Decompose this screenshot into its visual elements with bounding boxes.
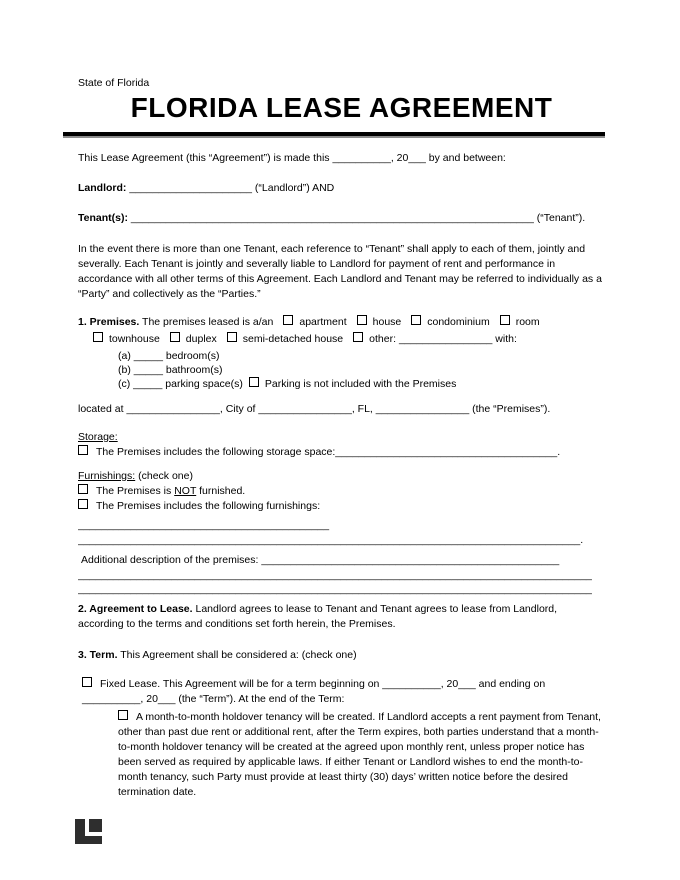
- checkbox-condominium[interactable]: [411, 315, 421, 325]
- not-furnished-prefix: The Premises is: [96, 485, 172, 497]
- option-label-duplex: duplex: [185, 333, 217, 345]
- with-label: with:: [495, 333, 517, 345]
- option-label-apartment: apartment: [299, 316, 347, 328]
- option-label-semi-detached-house: semi-detached house: [242, 333, 344, 345]
- checkbox-townhouse[interactable]: [93, 332, 103, 342]
- fixed-lease-paragraph: [82, 677, 605, 707]
- checkbox-other[interactable]: [353, 332, 363, 342]
- option-label-townhouse: townhouse: [109, 333, 160, 345]
- checkbox-fixed-lease[interactable]: [82, 677, 92, 687]
- holdover-paragraph: [118, 710, 605, 800]
- checkbox-parking-not-included[interactable]: [249, 377, 259, 387]
- furnishings-heading-text: Furnishings:: [78, 470, 136, 482]
- additional-description-line-1: [78, 553, 605, 568]
- landlord-suffix: (“Landlord”) AND: [254, 182, 335, 194]
- located-line: located at ________________, City of ________________, FL, ________________ (the “Premises”).: [78, 403, 551, 415]
- premises-item-a: (a) _____ bedroom(s): [118, 350, 220, 362]
- checkbox-semi-detached-house[interactable]: [227, 332, 237, 342]
- landlord-line: [78, 181, 605, 196]
- option-label-other: other:: [369, 333, 397, 345]
- premises-item-c: [118, 377, 605, 391]
- not-word: NOT: [174, 485, 197, 497]
- storage-space-blank[interactable]: ______________________________________.: [335, 446, 561, 458]
- agreement-to-lease-paragraph: [78, 602, 605, 632]
- multiple-tenants-paragraph: In the event there is more than one Tenant, each reference to “Tenant” shall apply to each of them, jointly and severally. Each Tenant is jointly and severally liable to Landlord for payment of rent and performance in accordance with all other terms of this Agreement. Each Landlord and Tenant may be referred to individually as a “Party” and collectively as the “Parties.”: [78, 243, 602, 300]
- furnishings-blank-line-2[interactable]: ______________________________________________________________________________________.: [78, 534, 584, 546]
- tenant-line: [78, 211, 605, 226]
- checkbox-holdover-tenancy[interactable]: [118, 710, 128, 720]
- checkbox-house[interactable]: [357, 315, 367, 325]
- not-furnished-line: [78, 484, 605, 499]
- premises-other-blank[interactable]: ________________: [398, 333, 493, 345]
- additional-description-blank-3[interactable]: ________________________________________________________________________________________: [78, 583, 592, 595]
- option-label-house: house: [372, 316, 402, 328]
- fixed-lease-text: Fixed Lease. This Agreement will be for a term beginning on __________, 20___ and ending on __________, 20___ (the “Term”). At the end of the Term:: [82, 678, 546, 705]
- premises-options-row2: [93, 332, 605, 347]
- tenant-names-blank[interactable]: _____________________________________________________________________: [130, 212, 534, 224]
- title-divider-rule: [63, 132, 605, 138]
- storage-item-line: [78, 445, 605, 460]
- checkbox-duplex[interactable]: [170, 332, 180, 342]
- term-heading-line: [78, 648, 605, 663]
- holdover-text: A month-to-month holdover tenancy will be created. If Landlord accepts a rent payment from Tenant, other than past due rent or additional rent, after the Term expires, both parties understand that a month-to-month holdover tenancy will be created at the agreed upon monthly rent, unless proper notice has been served as required by applicable laws. If either Tenant or Landlord wishes to end the month-to-month tenancy, such Party must provide at least thirty (30) days’ written notice before the desired termination date.: [118, 711, 601, 798]
- logo-square: [89, 819, 102, 832]
- additional-description-label: Additional description of the premises:: [81, 554, 259, 566]
- checkbox-apartment[interactable]: [283, 315, 293, 325]
- furnishings-blank-line-1[interactable]: ___________________________________________: [78, 519, 330, 531]
- legaltemplates-logo-icon: [75, 819, 102, 844]
- intro-made-line: This Lease Agreement (this “Agreement”) is made this __________, 20___ by and between:: [78, 152, 506, 164]
- landlord-name-blank[interactable]: _____________________: [129, 182, 252, 194]
- landlord-label: Landlord:: [78, 182, 127, 194]
- term-number-label: 3. Term.: [78, 649, 118, 661]
- premises-heading-line: [78, 315, 605, 330]
- option-label-room: room: [515, 316, 540, 328]
- term-text: This Agreement shall be considered a: (check one): [120, 649, 357, 661]
- tenant-label: Tenant(s):: [78, 212, 128, 224]
- parking-not-included-label: Parking is not included with the Premises: [264, 378, 457, 390]
- agreement-to-lease-number-label: 2. Agreement to Lease.: [78, 603, 193, 615]
- furnishings-heading-line: [78, 469, 605, 484]
- includes-furnishings-line: [78, 499, 605, 514]
- premises-item-c-text: (c) _____ parking space(s): [118, 378, 243, 390]
- checkbox-not-furnished[interactable]: [78, 484, 88, 494]
- not-furnished-suffix: furnished.: [199, 485, 246, 497]
- additional-description-blank-1[interactable]: ___________________________________________________: [261, 554, 560, 566]
- option-label-condominium: condominium: [427, 316, 490, 328]
- premises-lead-text: The premises leased is a/an: [142, 316, 274, 328]
- logo-l-bottom-bar: [75, 836, 102, 844]
- state-label: State of Florida: [78, 77, 150, 89]
- storage-heading: [78, 430, 605, 445]
- furnishings-check-one: (check one): [138, 470, 193, 482]
- checkbox-storage-space[interactable]: [78, 445, 88, 455]
- additional-description-blank-2[interactable]: ________________________________________________________________________________________: [78, 569, 592, 581]
- storage-heading-text: Storage:: [78, 431, 118, 443]
- checkbox-includes-furnishings[interactable]: [78, 499, 88, 509]
- includes-furnishings-text: The Premises includes the following furnishings:: [96, 500, 321, 512]
- premises-number-label: 1. Premises.: [78, 316, 140, 328]
- checkbox-room[interactable]: [500, 315, 510, 325]
- agreement-to-lease-text: Landlord agrees to lease to Tenant and Tenant agrees to lease from Landlord, according to the terms and conditions set forth herein, the Premises.: [78, 603, 558, 630]
- storage-item-text: The Premises includes the following storage space:: [96, 446, 336, 458]
- tenant-suffix: (“Tenant”).: [536, 212, 586, 224]
- document-title: FLORIDA LEASE AGREEMENT: [130, 92, 553, 123]
- premises-item-b: (b) _____ bathroom(s): [118, 364, 223, 376]
